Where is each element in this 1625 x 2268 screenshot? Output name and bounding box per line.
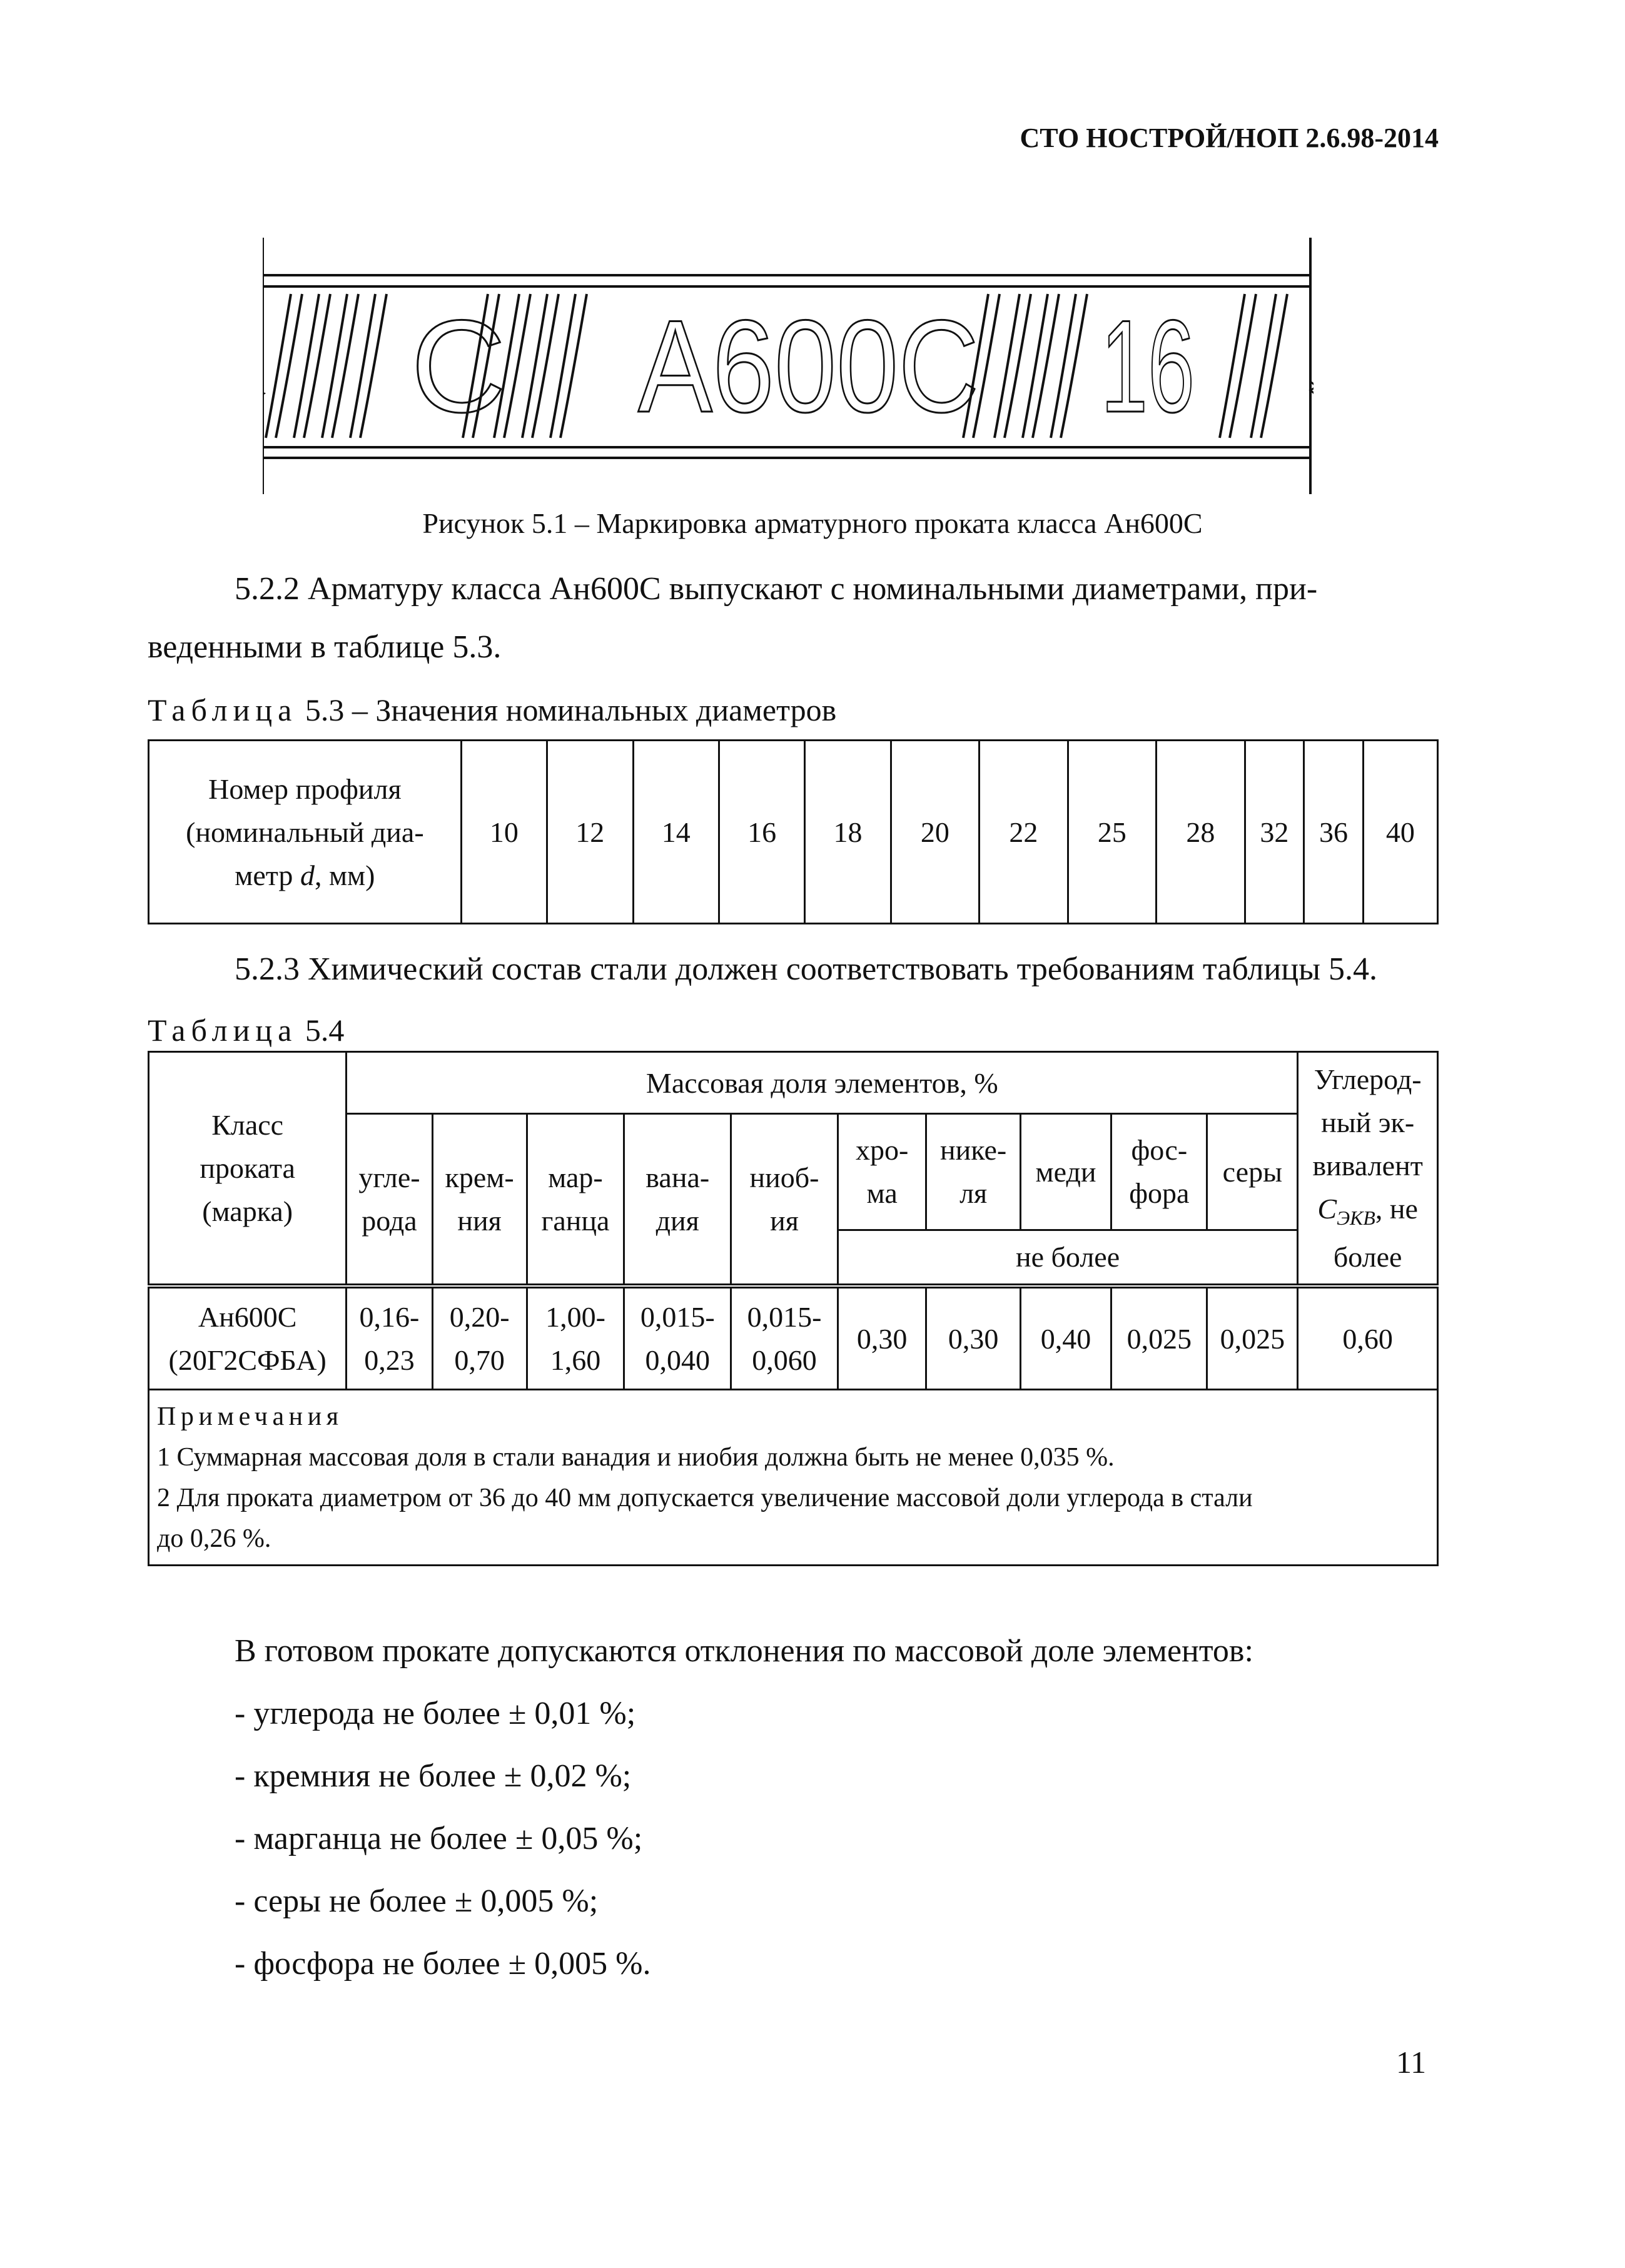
carbon-equivalent-header: Углерод- ный эк- вивалент $С_{ЭКВ}$, не более bbox=[1298, 1052, 1438, 1287]
element-header-carbon: угле- рода bbox=[347, 1114, 432, 1287]
element-header-niobium: ниоб- ия bbox=[731, 1114, 838, 1287]
diameter-cell: 20 bbox=[891, 741, 979, 924]
class-cell: Ан600С (20Г2СФБА) bbox=[149, 1286, 347, 1390]
element-header-manganese: мар- ганца bbox=[527, 1114, 624, 1287]
max-cell: 0,025 bbox=[1207, 1286, 1298, 1390]
profile-header-cell: Номер профиля (номинальный диа- метр d, мм) bbox=[149, 741, 462, 924]
notes-title: Примечания bbox=[157, 1402, 343, 1431]
max-cell: 0,30 bbox=[926, 1286, 1020, 1390]
range-cell: 0,015- 0,040 bbox=[624, 1286, 731, 1390]
diameter-cell: 18 bbox=[805, 741, 891, 924]
list-item: - кремния не более ± 0,02 %; bbox=[235, 1758, 632, 1794]
rib-stroke bbox=[266, 294, 302, 438]
list-item: - фосфора не более ± 0,005 %. bbox=[235, 1946, 651, 1982]
element-header-vanadium: вана- дия bbox=[624, 1114, 731, 1287]
class-header-cell: Класс проката (марка) bbox=[149, 1052, 347, 1287]
paragraph-5-2-2-line1: 5.2.2 Арматуру класса Ан600С выпускают с номинальными диаметрами, при- bbox=[235, 571, 1318, 607]
note-1: 1 Суммарная массовая доля в стали ванадия и ниобия должна быть не менее 0,035 %. bbox=[157, 1443, 1115, 1472]
element-header-sulfur: серы bbox=[1207, 1114, 1298, 1230]
document-code: СТО НОСТРОЙ/НОП 2.6.98-2014 bbox=[1020, 123, 1439, 153]
max-cell: 0,025 bbox=[1111, 1286, 1207, 1390]
element-header-copper: меди bbox=[1020, 1114, 1111, 1230]
equiv-cell: 0,60 bbox=[1298, 1286, 1438, 1390]
table-row bbox=[149, 1052, 1438, 1114]
page-number: 11 bbox=[1396, 2045, 1427, 2080]
rib-stroke bbox=[1220, 294, 1256, 438]
diameter-cell: 16 bbox=[719, 741, 804, 924]
marking-class: А600С bbox=[638, 293, 979, 440]
range-cell: 0,16- 0,23 bbox=[347, 1286, 432, 1390]
table-row bbox=[149, 1390, 1438, 1566]
max-cell: 0,30 bbox=[838, 1286, 926, 1390]
diameter-cell: 12 bbox=[547, 741, 633, 924]
diameter-cell: 28 bbox=[1157, 741, 1245, 924]
note-2: 2 Для проката диаметром от 36 до 40 мм допускается увеличение массовой доли углерода в стали bbox=[157, 1484, 1253, 1513]
diameter-cell: 36 bbox=[1304, 741, 1364, 924]
paragraph-5-2-3: 5.2.3 Химический состав стали должен соответствовать требованиям таблицы 5.4. bbox=[235, 951, 1378, 987]
mass-fraction-header: Массовая доля элементов, % bbox=[347, 1052, 1298, 1114]
rib-stroke bbox=[1251, 294, 1287, 438]
diameter-cell: 10 bbox=[461, 741, 547, 924]
diameter-cell: 25 bbox=[1068, 741, 1156, 924]
marking-letter-c: С bbox=[411, 293, 506, 440]
diameter-cell: 32 bbox=[1245, 741, 1304, 924]
element-header-chromium: хро- ма bbox=[838, 1114, 926, 1230]
range-cell: 1,00- 1,60 bbox=[527, 1286, 624, 1390]
paragraph-5-2-2-line2: веденными в таблице 5.3. bbox=[148, 629, 502, 665]
list-item: - марганца не более ± 0,05 %; bbox=[235, 1821, 643, 1856]
table-row bbox=[149, 1286, 1438, 1390]
table-notes bbox=[149, 1390, 1438, 1566]
rebar-marking-figure bbox=[263, 231, 1314, 500]
table-5-3 bbox=[148, 739, 1439, 924]
deviations-intro: В готовом прокате допускаются отклонения по массовой доле элементов: bbox=[235, 1633, 1253, 1669]
element-header-phosphorus: фос- фора bbox=[1111, 1114, 1207, 1230]
table-row bbox=[149, 741, 1438, 924]
element-header-nickel: нике- ля bbox=[926, 1114, 1020, 1230]
diameter-cell: 22 bbox=[980, 741, 1068, 924]
max-cell: 0,40 bbox=[1020, 1286, 1111, 1390]
diameter-cell: 14 bbox=[633, 741, 719, 924]
figure-caption: Рисунок 5.1 – Маркировка арматурного проката класса Ан600С bbox=[422, 507, 1203, 539]
table-5-4 bbox=[148, 1051, 1439, 1566]
note-2-continued: до 0,26 %. bbox=[157, 1524, 271, 1554]
table-5-3-caption: Таблица 5.3 – Значения номинальных диаметров bbox=[148, 692, 837, 727]
diameter-cell: 40 bbox=[1363, 741, 1437, 924]
range-cell: 0,20- 0,70 bbox=[432, 1286, 527, 1390]
table-5-4-caption: Таблица 5.4 bbox=[148, 1013, 345, 1048]
rib-stroke bbox=[995, 294, 1031, 438]
list-item: - серы не более ± 0,005 %; bbox=[235, 1883, 599, 1919]
marking-diameter: 16 bbox=[1101, 293, 1195, 440]
element-header-silicon: крем- ния bbox=[432, 1114, 527, 1287]
range-cell: 0,015- 0,060 bbox=[731, 1286, 838, 1390]
not-more-header: не более bbox=[838, 1230, 1297, 1286]
list-item: - углерода не более ± 0,01 %; bbox=[235, 1696, 636, 1731]
